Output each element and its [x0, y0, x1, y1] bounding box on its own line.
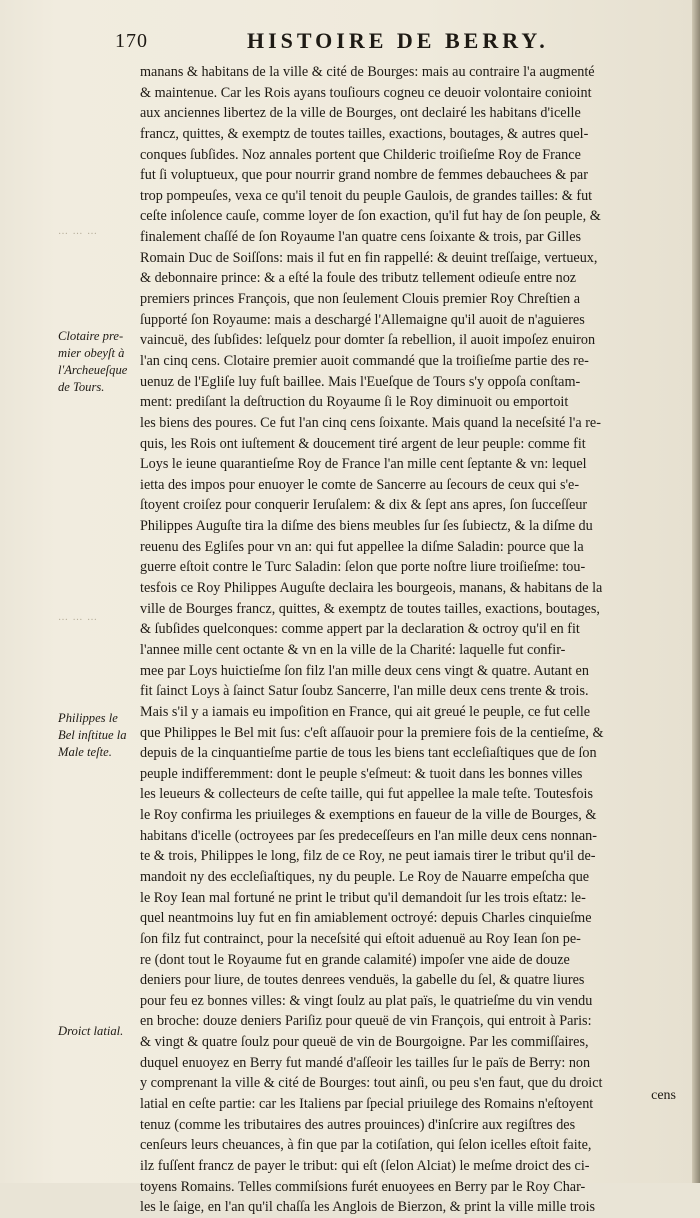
text-line: toyens Romains. Telles commiſsions furét enuoyees en Berry par le Roy Char- — [140, 1178, 586, 1195]
text-line: deniers pour liure, de toutes denrees venduës, la gabelle du ſel, & quatre liures — [140, 972, 585, 989]
text-line: ſupporté ſon Royaume: mais a deschargé l'Allemaigne qu'il auoit de n'aguieres — [140, 311, 585, 328]
text-line: vaincuë, des ſubſides: leſquelz pour domter ſa rebellion, il auoit impoſez enuiron — [140, 332, 596, 349]
page-header — [115, 24, 685, 54]
text-line: les biens des poures. Ce fut l'an cinq cens ſoixante. Mais quand la neceſsité l'a re- — [140, 414, 601, 431]
text-line: conques ſubſides. Noz annales portent que Childeric troiſieſme Roy de France — [140, 146, 581, 163]
margin-note-line: Clotaire pre- — [58, 329, 124, 343]
text-line: ilz fuſſent francz de payer le tribut: qui eſt (ſelon Alciat) le meſme droict des ci- — [140, 1157, 590, 1174]
page-edge-shadow — [692, 0, 700, 1183]
catchword: cens — [651, 1088, 676, 1103]
text-line: les le ſaige, en l'an qu'il chaſſa les Anglois de Bierzon, & print la ville mille trois — [140, 1199, 596, 1216]
text-line: ceſte inſolence cauſe, comme loyer de ſon exaction, qu'il fut hay de ſon peuple, & — [140, 208, 601, 225]
text-line: guerre eſtoit contre le Turc Saladin: ſelon que porte noſtre liure troiſieſme: tou- — [140, 559, 586, 576]
margin-note-line: Philippes le — [58, 711, 118, 725]
text-line: uenuz de l'Egliſe luy fuſt baillee. Mais l'Eueſque de Tours s'y oppoſa conſtam- — [140, 373, 581, 390]
text-line: francz, quittes, & exemptz de toutes tailles, exactions, boutages, & autres quel- — [140, 125, 589, 142]
faint-bleed-mark: … … … — [58, 226, 98, 236]
text-line: les leueurs & collecteurs de ceſte taille, qui fut appellee la male teſte. Toutesfois — [140, 786, 593, 803]
margin-note-line: Male teſte. — [58, 745, 112, 759]
text-line: & maintenue. Car les Rois ayans touſiours cogneu ce deuoir volontaire conioint — [140, 84, 592, 101]
text-line: trop pompeuſes, vexa ce qu'il tenoit du peuple Gaulois, de grandes tailles: & fut — [140, 187, 593, 204]
text-line: y comprenant la ville & cité de Bourges: tout ainſi, ou peu s'en faut, que du droict — [140, 1075, 603, 1092]
text-line: & debonnaire prince: & a eſté la foule des tributz tellement odieuſe entre noz — [140, 270, 577, 287]
text-line: pour feu ez bonnes villes: & vingt ſoulz au plat païs, le quatrieſme du vin vendu — [140, 992, 593, 1009]
text-line: Loys le ieune quarantieſme Roy de France l'an mille cent ſeptante & vn: lequel — [140, 456, 587, 473]
text-line: cenſeurs leurs cheuances, à fin que par la cotiſation, qui ſelon icelles eſtoit faite, — [140, 1137, 592, 1154]
text-line: tesfois ce Roy Philippes Auguſte declaira les bourgeois, manans, & habitans de la — [140, 580, 603, 597]
text-line: l'annee mille cent octante & vn en la ville de la Charité: laquelle fut confir- — [140, 641, 566, 658]
text-line: re (dont tout le Royaume fut en grande calamité) impoſer vne aide de douze — [140, 951, 570, 968]
text-line: Romain Duc de Soiſſons: mais il fut en fin rappellé: & deuint treſſaige, vertueux, — [140, 249, 598, 266]
text-line: le Roy confirma les priuileges & exemptions en faueur de la ville de Bourges, & — [140, 807, 597, 824]
text-line: ſtoyent croiſez pour conquerir Ieruſalem: & dix & ſept ans apres, ſon ſucceſſeur — [140, 497, 588, 514]
text-line: peuple indifferemment: dont le peuple s'eſmeut: & tuoit dans les bonnes villes — [140, 765, 583, 782]
margin-note-line: de Tours. — [58, 380, 105, 394]
text-line: quis, les Rois ont iuſtement & doucement tiré argent de leur peuple: comme fit — [140, 435, 586, 452]
text-line: ietta des impos pour enuoyer le comte de Sancerre au ſecours de ceux qui s'e- — [140, 476, 580, 493]
margin-note-line: Bel inſtitue la — [58, 728, 127, 742]
text-line: reuenu des Egliſes pour vn an: qui fut appellee la diſme Saladin: pource que la — [140, 538, 584, 555]
text-line: en broche: douze deniers Pariſiz pour queuë de vin François, qui entroit à Paris: — [140, 1013, 592, 1030]
text-line: latial en ceſte partie: car les Italiens par ſpecial priuilege des Romains n'eſtoyent — [140, 1096, 594, 1113]
text-line: que Philippes le Bel mit ſus: c'eſt aſſauoir pour la premiere fois de la centieſme, & — [140, 724, 604, 741]
text-line: Mais s'il y a iamais eu impoſition en France, qui ait greué le peuple, ce fut celle — [140, 703, 591, 720]
margin-note-clotaire — [58, 328, 144, 396]
text-line: quel neantmoins luy fut en fin amiablement octroyé: depuis Charles cinquieſme — [140, 910, 592, 927]
text-line: & ſubſides quelconques: comme appert par la declaration & octroy qu'il en fit — [140, 621, 580, 638]
body-text — [140, 62, 678, 1218]
text-line: premiers princes François, que non ſeulement Clouis premier Roy Chreſtien a — [140, 291, 581, 308]
text-line: tenuz (comme les tributaires des autres prouinces) d'inſcrire aux regiſtres des — [140, 1116, 576, 1133]
text-line: finalement chaſſé de ſon Royaume l'an quatre cens ſoixante & trois, par Gilles — [140, 229, 582, 246]
text-line: te & trois, Philippes le long, filz de ce Roy, ne peut iamais tirer le tribut qu'il de- — [140, 848, 596, 865]
text-line: fut ſi voluptueux, que pour nourrir grand nombre de femmes debauchees & par — [140, 167, 588, 184]
text-line: mandoit ny des eccleſiaſtiques, ny du peuple. Le Roy de Nauarre empeſcha que — [140, 868, 590, 885]
text-line: ment: prediſant la deſtruction du Royaume ſi le Roy diminuoit ou emportoit — [140, 394, 569, 411]
text-line: & vingt & quatre ſoulz pour queuë de vin de Bourgoigne. Par les commiſſaires, — [140, 1034, 589, 1051]
text-line: habitans d'icelle (octroyees par ſes predeceſſeurs en l'an mille deux cens nonnan- — [140, 827, 597, 844]
text-line: fit ſainct Loys à ſainct Satur ſoubz Sancerre, l'an mille deux cens trente & trois. — [140, 683, 589, 700]
margin-note-line: Droict latial. — [58, 1024, 124, 1038]
text-line: ville de Bourges francz, quittes, & exemptz de toutes tailles, exactions, boutages, — [140, 600, 600, 617]
text-line: ſon filz fut contrainct, pour la neceſsité qui eſtoit aduenuë au Roy Iean ſon pe- — [140, 930, 581, 947]
text-line: le Roy Iean mal fortuné ne print le tribut qu'il demandoit ſur les trois eſtatz: le- — [140, 889, 586, 906]
faint-bleed-mark: … … … — [58, 612, 98, 622]
text-line: Philippes Auguſte tira la diſme des biens meubles ſur ſes ſubiectz, & la diſme du — [140, 518, 593, 535]
text-line: l'an cinq cens. Clotaire premier auoit commandé que la troiſieſme partie des re- — [140, 352, 589, 369]
text-line: aux anciennes libertez de la ville de Bourges, ont declairé les habitans d'icelle — [140, 105, 581, 122]
margin-note-line: l'Archeueſque — [58, 363, 128, 377]
running-title: HISTOIRE DE BERRY. — [247, 28, 549, 53]
text-line: manans & habitans de la ville & cité de Bourges: mais au contraire l'a augmenté — [140, 64, 595, 80]
page-number: 170 — [115, 30, 148, 52]
text-line: duquel enuoyez en Berry fut mandé d'aſſeoir les tailles ſur le païs de Berry: non — [140, 1054, 591, 1071]
text-line: depuis de la cinquantieſme partie de tous les biens tant eccleſiaſtiques que de ſon — [140, 745, 597, 762]
margin-note-philippes — [58, 710, 144, 761]
margin-note-line: mier obeyſt à — [58, 346, 125, 360]
margin-note-droict — [58, 1023, 144, 1040]
text-line: mee par Loys huictieſme ſon filz l'an mille deux cens vingt & quatre. Autant en — [140, 662, 589, 679]
